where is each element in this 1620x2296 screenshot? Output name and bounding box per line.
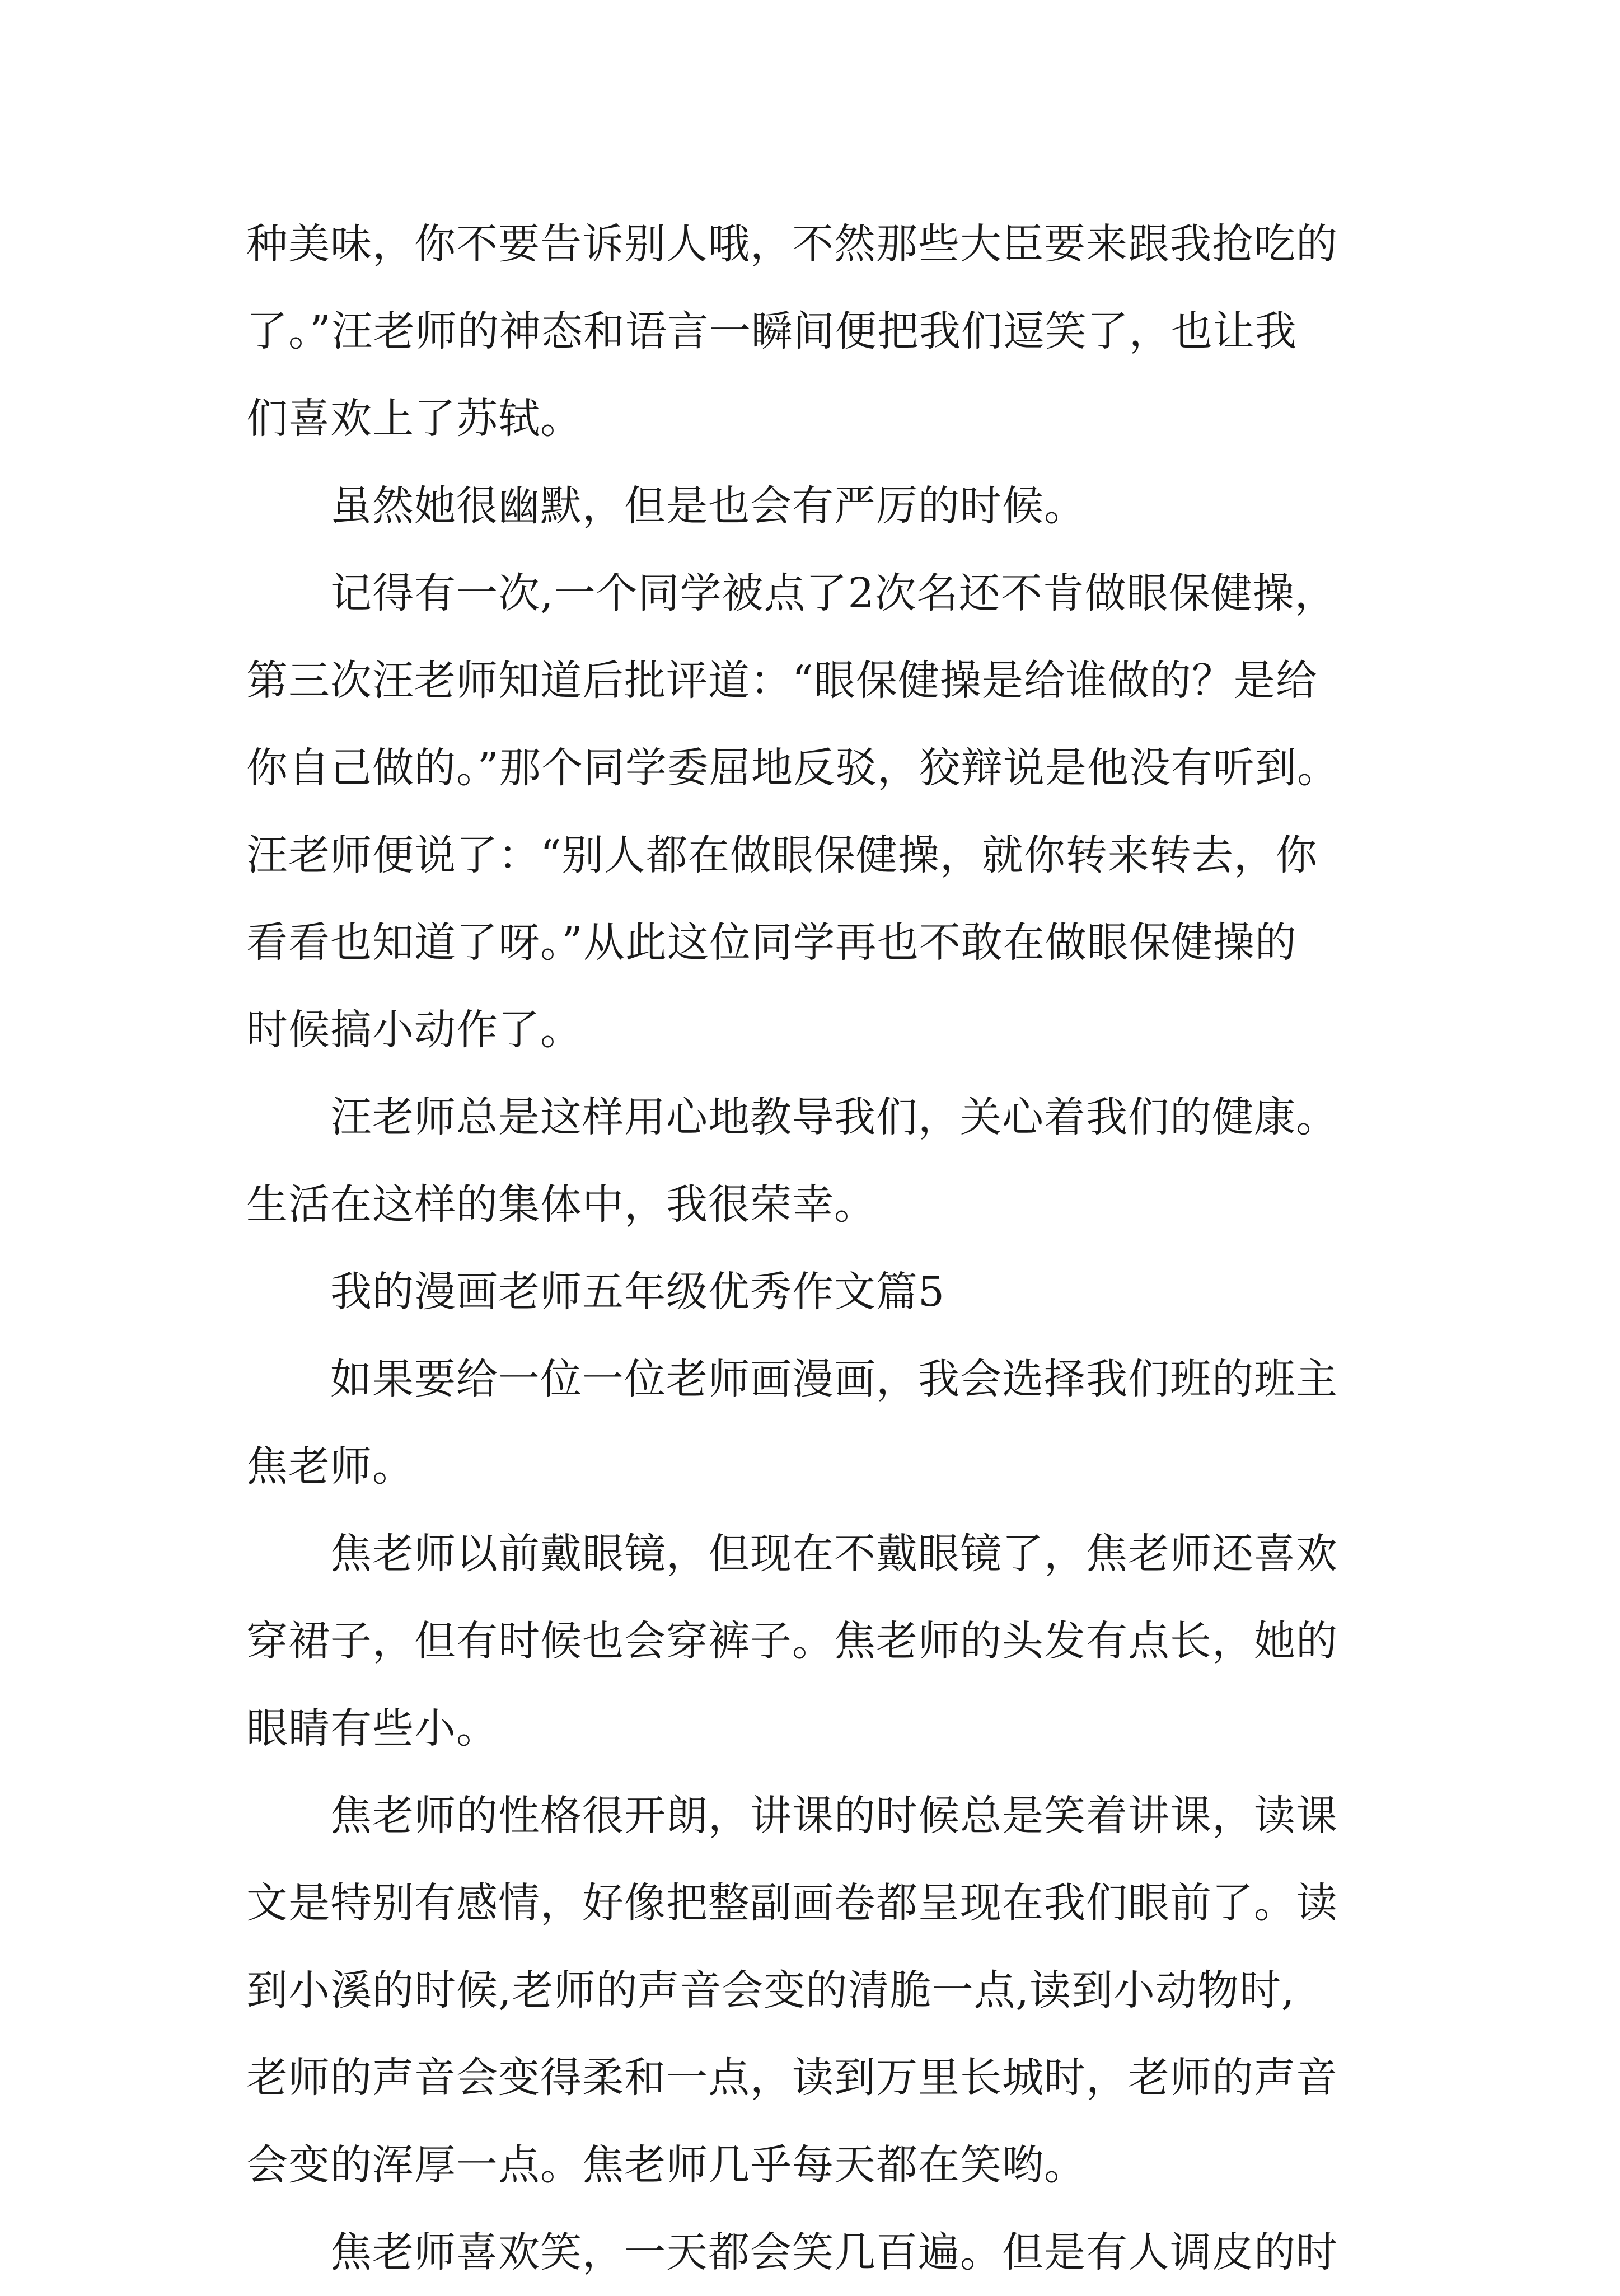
text-line-24: 焦老师喜欢笑，一天都会笑几百遍。但是有人调皮的时 [330, 2228, 1338, 2276]
text-line-6: 第三次汪老师知道后批评道：“眼保健操是给谁做的？是给 [246, 657, 1318, 705]
text-line-15: 焦老师。 [246, 1442, 414, 1491]
document-body [246, 200, 1411, 2296]
text-line-9: 看看也知道了呀。”从此这位同学再也不敢在做眼保健操的 [246, 919, 1297, 967]
text-line-8: 汪老师便说了：“别人都在做眼保健操，就你转来转去，你 [246, 831, 1318, 879]
text-line-2: 了。”汪老师的神态和语言一瞬间便把我们逗笑了，也让我 [246, 307, 1297, 355]
text-line-1: 种美味，你不要告诉别人哦，不然那些大臣要来跟我抢吃的 [246, 220, 1338, 268]
text-line-18: 眼睛有些小。 [246, 1704, 498, 1753]
text-line-16: 焦老师以前戴眼镜，但现在不戴眼镜了，焦老师还喜欢 [330, 1530, 1338, 1578]
text-line-21: 到小溪的时候,老师的声音会变的清脆一点,读到小动物时, [246, 1966, 1295, 2014]
text-line-23: 会变的浑厚一点。焦老师几乎每天都在笑哟。 [246, 2141, 1086, 2189]
section-heading: 我的漫画老师五年级优秀作文篇5 [330, 1268, 945, 1316]
text-line-7: 你自己做的。”那个同学委屈地反驳，狡辩说是他没有听到。 [246, 744, 1339, 792]
text-line-12: 生活在这样的集体中，我很荣幸。 [246, 1180, 876, 1229]
text-line-22: 老师的声音会变得柔和一点，读到万里长城时，老师的声音 [246, 2054, 1338, 2102]
text-line-11: 汪老师总是这样用心地教导我们，关心着我们的健康。 [330, 1093, 1338, 1141]
text-line-20: 文是特别有感情，好像把整副画卷都呈现在我们眼前了。读 [246, 1879, 1338, 1927]
text-line-14: 如果要给一位一位老师画漫画，我会选择我们班的班主 [330, 1355, 1338, 1403]
text-line-3: 们喜欢上了苏轼。 [246, 395, 582, 443]
text-line-19: 焦老师的性格很开朗，讲课的时候总是笑着讲课，读课 [330, 1792, 1338, 1840]
text-line-4: 虽然她很幽默，但是也会有严厉的时候。 [330, 482, 1086, 530]
text-line-17: 穿裙子，但有时候也会穿裤子。焦老师的头发有点长，她的 [246, 1617, 1338, 1665]
text-line-10: 时候搞小动作了。 [246, 1006, 582, 1054]
text-line-5: 记得有一次,一个同学被点了2次名还不肯做眼保健操， [330, 569, 1337, 617]
